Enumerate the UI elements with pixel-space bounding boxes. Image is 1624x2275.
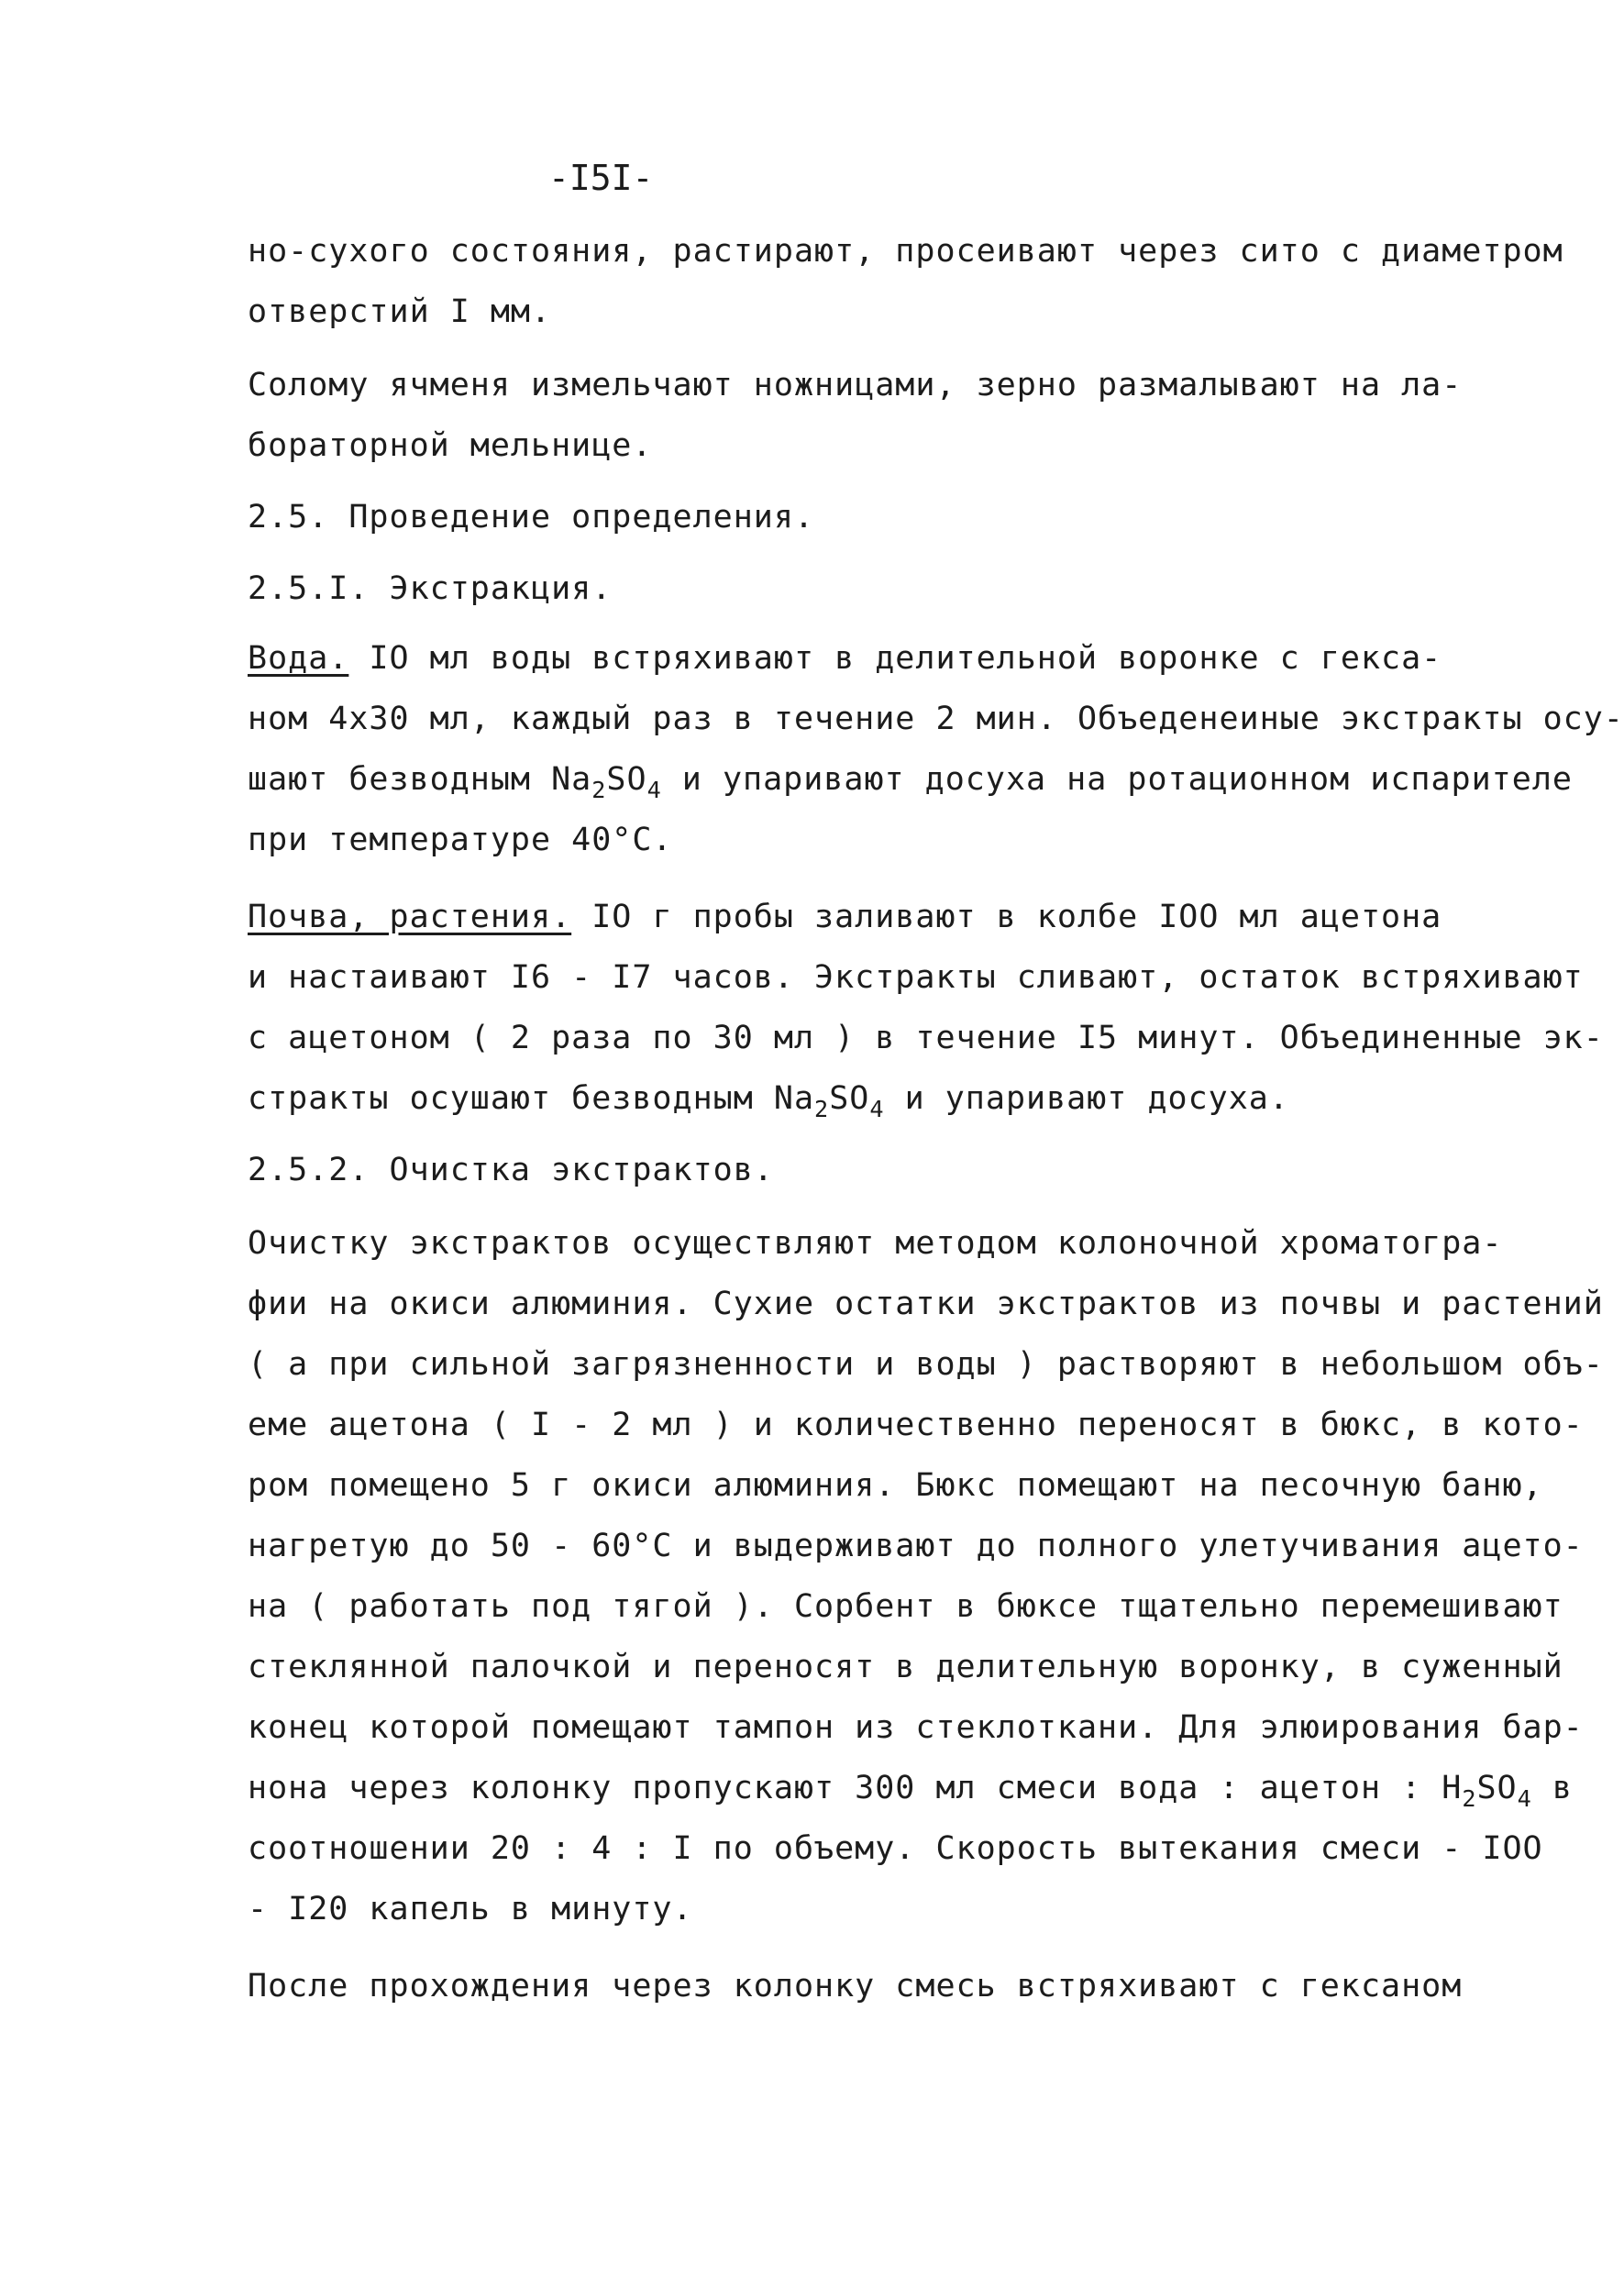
text-line-3: Солому ячменя измельчают ножницами, зерно размалывают на ла- (248, 367, 1463, 403)
section-heading-2-5: 2.5. Проведение определения. (248, 499, 815, 536)
text-line-16: Очистку экстрактов осуществляют методом колоночной хроматогра- (248, 1225, 1503, 1262)
text-line-17: фии на окиси алюминия. Сухие остатки экстрактов из почвы и растений (248, 1286, 1604, 1322)
subheading-water: Вода. (248, 640, 349, 677)
text-line-water (248, 638, 1442, 679)
text-line-8: ном 4x30 мл, каждый раз в течение 2 мин. Объеденеиные экстракты осу- (248, 701, 1624, 737)
text-line-2: отверстий I мм. (248, 293, 552, 330)
text-line-25: нона через колонку пропускают 300 мл смеси вода : ацетон : $H_2SO_4$ в (248, 1770, 1573, 1812)
text-line-23: стеклянной палочкой и переносят в делительную воронку, в суженный (248, 1649, 1563, 1685)
subheading-soil-plants: Почва, растения. (248, 899, 572, 935)
text-line-9: шают безводным $Na_2SO_4$ и упаривают досуха на ротационном испарителе (248, 761, 1573, 803)
section-heading-2-5-1: 2.5.I. Экстракция. (248, 570, 613, 607)
text-line-soil-rest: IO г пробы заливают в колбе IOO мл ацетона (571, 899, 1442, 935)
text-line-18: ( а при сильной загрязненности и воды ) растворяют в небольшом объ- (248, 1346, 1604, 1383)
page-number: -I5I- (548, 158, 654, 198)
text-line-21: нагретую до 50 - 60°С и выдерживают до полного улетучивания ацето- (248, 1528, 1584, 1564)
text-line-28: После прохождения через колонку смесь встряхивают с гексаном (248, 1968, 1463, 2004)
text-line-20: ром помещено 5 г окиси алюминия. Бюкс помещают на песочную баню, (248, 1467, 1543, 1504)
text-line-14: стракты осушают безводным $Na_2SO_4$ и упаривают досуха. (248, 1080, 1289, 1122)
text-line-12: и настаивают I6 - I7 часов. Экстракты сливают, остаток встряхивают (248, 959, 1584, 996)
text-line-water-rest: IO мл воды встряхивают в делительной воронке с гекса- (348, 640, 1442, 677)
text-line-13: с ацетоном ( 2 раза по 30 мл ) в течение I5 минут. Объединенные эк- (248, 1020, 1604, 1056)
text-line-27: - I20 капель в минуту. (248, 1891, 693, 1927)
section-heading-2-5-2: 2.5.2. Очистка экстрактов. (248, 1152, 774, 1188)
text-line-4: бораторной мельнице. (248, 427, 653, 464)
text-line-19: еме ацетона ( I - 2 мл ) и количественно переносят в бюкс, в кото- (248, 1407, 1584, 1443)
text-line-26: соотношении 20 : 4 : I по объему. Скорость вытекания смеси - IOO (248, 1830, 1543, 1867)
text-line-22: на ( работать под тягой ). Сорбент в бюксе тщательно перемешивают (248, 1588, 1563, 1625)
text-line-10: при температуре 40°С. (248, 822, 673, 858)
text-line-1: но-сухого состояния, растирают, просеивают через сито с диаметром (248, 233, 1563, 270)
text-line-soil (248, 897, 1442, 937)
text-line-24: конец которой помещают тампон из стеклоткани. Для элюирования бар- (248, 1709, 1584, 1746)
